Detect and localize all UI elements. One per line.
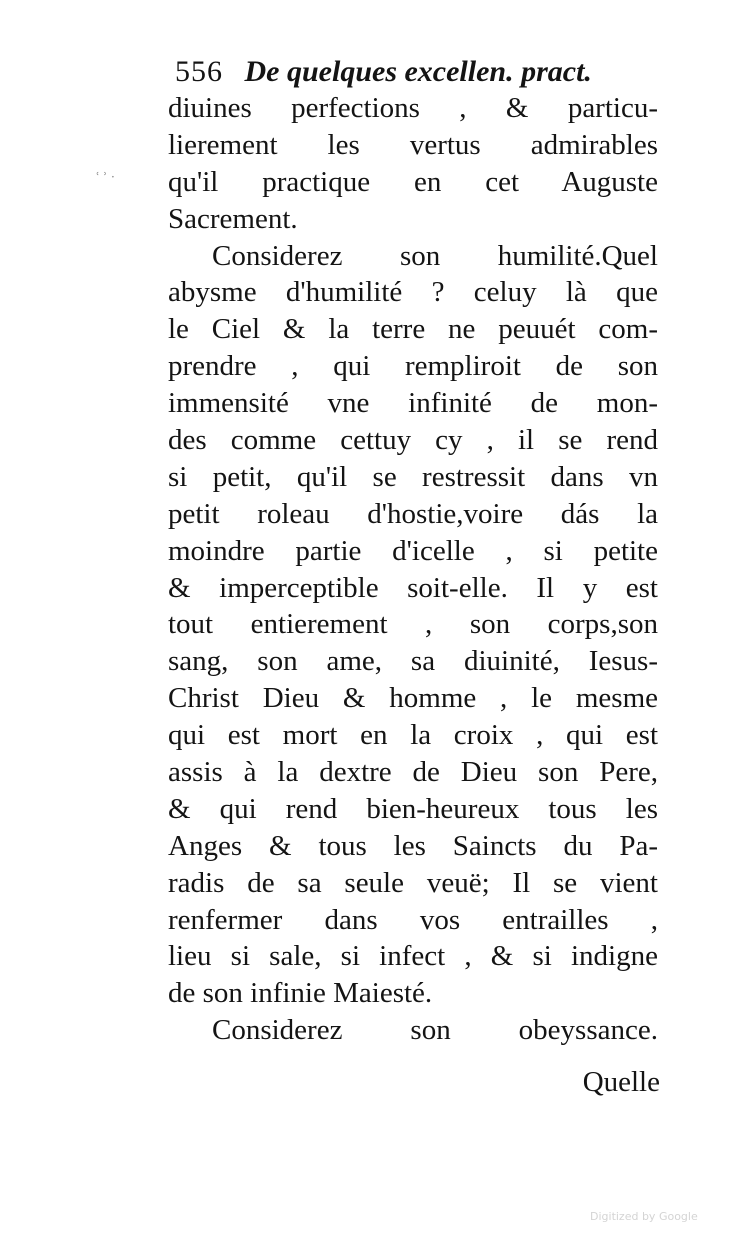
- body-text: [168, 90, 658, 1049]
- text-line: & qui rend bien-heureux tous les: [168, 792, 658, 825]
- text-line: tout entierement , son corps,son: [168, 608, 658, 641]
- running-title: De quelques excellen. pract.: [244, 55, 592, 88]
- text-line: de son infinie Maiesté.: [168, 977, 433, 1010]
- text-line: qui est mort en la croix , qui est: [168, 719, 658, 752]
- text-line: abysme d'humilité ? celuy là que: [168, 276, 658, 309]
- margin-mark: ʿ ʾ ·: [96, 170, 115, 184]
- text-line: assis à la dextre de Dieu son Pere,: [168, 756, 658, 789]
- text-line: diuines perfections , & particu-: [168, 92, 658, 124]
- text-line: qu'il practique en cet Auguste: [168, 165, 658, 198]
- text-line: lierement les vertus admirables: [168, 128, 658, 161]
- text-line: petit roleau d'hostie,voire dás la: [168, 497, 658, 530]
- text-line: si petit, qu'il se restressit dans vn: [168, 460, 658, 493]
- text-line: le Ciel & la terre ne peuuét com-: [168, 313, 658, 346]
- text-line: prendre , qui rempliroit de son: [168, 350, 658, 383]
- text-line: Considerez son obeyssance.: [212, 1014, 658, 1047]
- text-line: sang, son ame, sa diuinité, Iesus-: [168, 645, 658, 678]
- text-line: radis de sa seule veuë; Il se vient: [168, 866, 658, 899]
- text-line: & imperceptible soit-elle. Il y est: [168, 571, 658, 604]
- text-line: Considerez son humilité.Quel: [212, 239, 658, 272]
- text-line: des comme cettuy cy , il se rend: [168, 424, 658, 457]
- text-line: Sacrement.: [168, 202, 298, 235]
- text-line: Christ Dieu & homme , le mesme: [168, 682, 658, 715]
- catchword: Quelle: [582, 1066, 660, 1098]
- text-line: renfermer dans vos entrailles ,: [168, 903, 658, 936]
- text-line: lieu si sale, si infect , & si indigne: [168, 940, 658, 973]
- page-number: 556: [175, 55, 223, 88]
- text-line: immensité vne infinité de mon-: [168, 387, 658, 420]
- page-header: [175, 52, 655, 92]
- scan-watermark: Digitized by Google: [590, 1210, 698, 1223]
- text-line: moindre partie d'icelle , si petite: [168, 534, 658, 567]
- text-line: Anges & tous les Saincts du Pa-: [168, 829, 658, 862]
